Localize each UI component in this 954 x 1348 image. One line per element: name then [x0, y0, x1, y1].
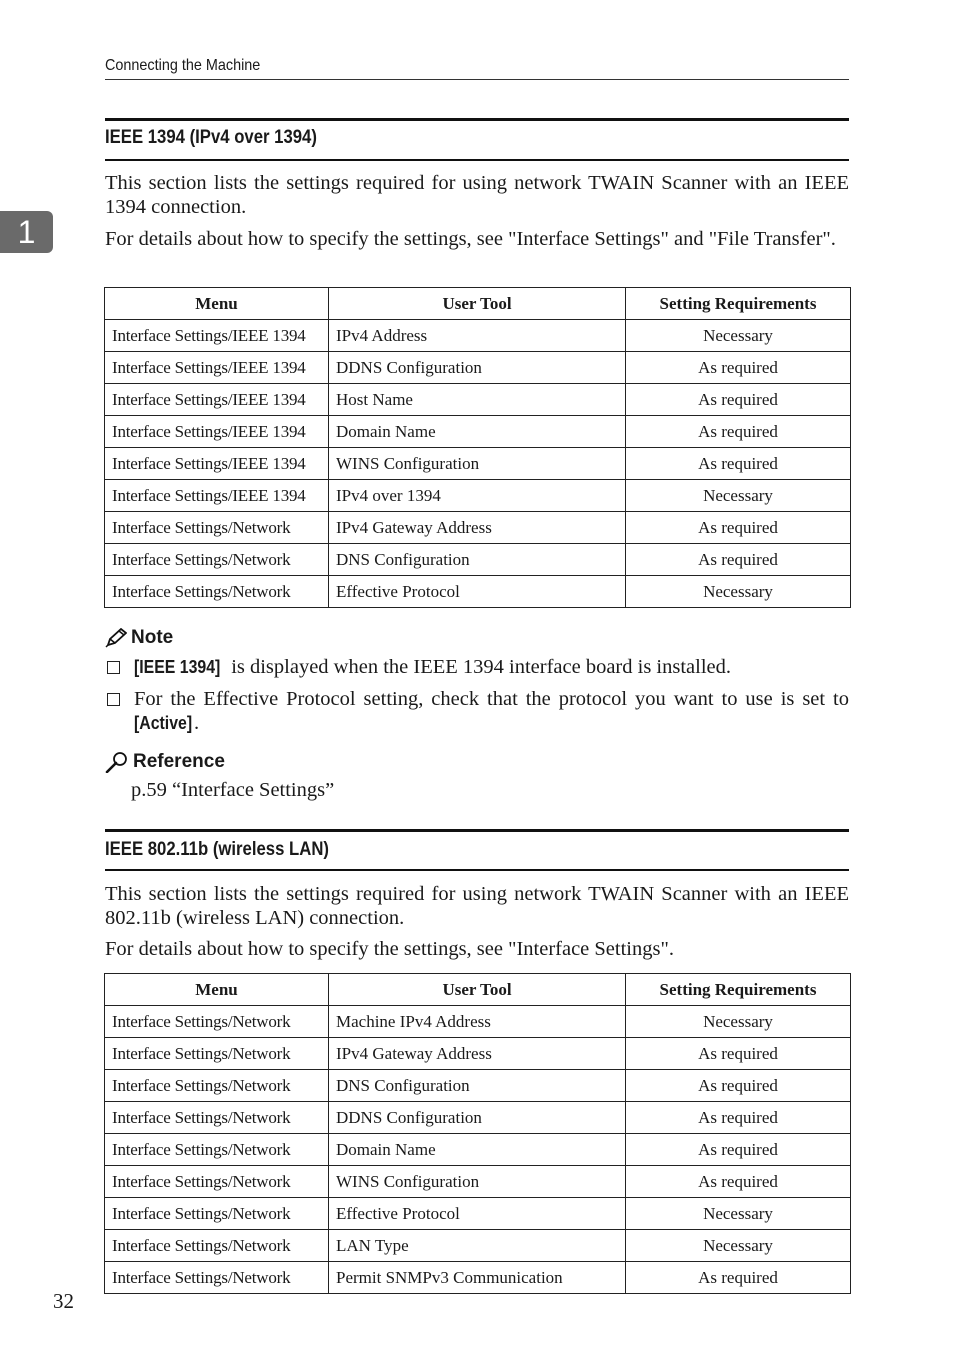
section2-paragraph-1: This section lists the settings required for using network TWAIN Scanner with an IEEE 802.11b (wireless LAN) connection. — [105, 883, 849, 929]
checkbox-bullet-icon — [107, 661, 120, 674]
cell-setting-requirement: As required — [626, 544, 851, 576]
note-item-2 — [105, 687, 849, 735]
cell-setting-requirement: As required — [626, 384, 851, 416]
cell-menu: Interface Settings/Network — [105, 1166, 329, 1198]
cell-menu: Interface Settings/IEEE 1394 — [105, 384, 329, 416]
cell-menu: Interface Settings/Network — [105, 1006, 329, 1038]
note-heading — [105, 627, 173, 649]
cell-menu: Interface Settings/Network — [105, 1102, 329, 1134]
table-row — [105, 1166, 851, 1198]
cell-user-tool: Effective Protocol — [329, 576, 626, 608]
header-rule — [105, 79, 849, 80]
page-number: 32 — [53, 1289, 74, 1313]
section1-paragraph-1: This section lists the settings required for using network TWAIN Scanner with an IEEE 1394 connection. — [105, 172, 849, 218]
table-row — [105, 320, 851, 352]
column-header-setting-requirements: Setting Requirements — [626, 974, 851, 1006]
note-item-1 — [105, 655, 849, 679]
cell-menu: Interface Settings/Network — [105, 544, 329, 576]
cell-menu: Interface Settings/IEEE 1394 — [105, 480, 329, 512]
key-active: [Active] — [134, 713, 193, 733]
cell-setting-requirement: As required — [626, 1166, 851, 1198]
cell-setting-requirement: Necessary — [626, 1006, 851, 1038]
running-header: Connecting the Machine — [105, 57, 261, 74]
cell-user-tool: Permit SNMPv3 Communication — [329, 1262, 626, 1294]
cell-user-tool: Host Name — [329, 384, 626, 416]
cell-menu: Interface Settings/Network — [105, 1038, 329, 1070]
cell-user-tool: DNS Configuration — [329, 544, 626, 576]
table-row — [105, 480, 851, 512]
table-row — [105, 416, 851, 448]
table-row — [105, 1198, 851, 1230]
table-row — [105, 1070, 851, 1102]
cell-menu: Interface Settings/Network — [105, 1070, 329, 1102]
table-row — [105, 576, 851, 608]
cell-user-tool: DNS Configuration — [329, 1070, 626, 1102]
column-header-menu: Menu — [105, 974, 329, 1006]
cell-menu: Interface Settings/IEEE 1394 — [105, 416, 329, 448]
cell-user-tool: DDNS Configuration — [329, 352, 626, 384]
column-header-user-tool: User Tool — [329, 974, 626, 1006]
section1-bottom-rule — [105, 159, 849, 161]
cell-user-tool: WINS Configuration — [329, 1166, 626, 1198]
pencil-icon — [105, 628, 127, 648]
section1-title: IEEE 1394 (IPv4 over 1394) — [105, 127, 317, 148]
reference-link[interactable]: p.59 “Interface Settings” — [131, 779, 335, 801]
cell-menu: Interface Settings/Network — [105, 1134, 329, 1166]
cell-setting-requirement: As required — [626, 352, 851, 384]
note-item-2-end: . — [194, 712, 200, 734]
magnifier-icon — [105, 751, 129, 773]
section1-top-rule — [105, 118, 849, 121]
cell-user-tool: IPv4 Address — [329, 320, 626, 352]
cell-user-tool: WINS Configuration — [329, 448, 626, 480]
table-header-row — [105, 974, 851, 1006]
cell-user-tool: Domain Name — [329, 1134, 626, 1166]
cell-setting-requirement: As required — [626, 1070, 851, 1102]
section2-bottom-rule — [105, 869, 849, 871]
cell-setting-requirement: Necessary — [626, 1230, 851, 1262]
cell-setting-requirement: Necessary — [626, 576, 851, 608]
section1-settings-table — [104, 287, 851, 608]
table-row — [105, 448, 851, 480]
cell-setting-requirement: Necessary — [626, 1198, 851, 1230]
cell-user-tool: DDNS Configuration — [329, 1102, 626, 1134]
table-row — [105, 544, 851, 576]
cell-setting-requirement: As required — [626, 448, 851, 480]
section2-paragraph-2: For details about how to specify the settings, see "Interface Settings". — [105, 938, 674, 960]
reference-heading — [105, 751, 225, 773]
cell-user-tool: IPv4 over 1394 — [329, 480, 626, 512]
cell-menu: Interface Settings/Network — [105, 1198, 329, 1230]
cell-menu: Interface Settings/IEEE 1394 — [105, 352, 329, 384]
cell-user-tool: Effective Protocol — [329, 1198, 626, 1230]
cell-menu: Interface Settings/IEEE 1394 — [105, 448, 329, 480]
cell-user-tool: Machine IPv4 Address — [329, 1006, 626, 1038]
cell-setting-requirement: As required — [626, 512, 851, 544]
table-row — [105, 1102, 851, 1134]
cell-menu: Interface Settings/Network — [105, 1262, 329, 1294]
cell-setting-requirement: As required — [626, 1262, 851, 1294]
section2-top-rule — [105, 829, 849, 832]
section1-paragraph-2: For details about how to specify the settings, see "Interface Settings" and "File Transfer". — [105, 228, 836, 250]
cell-setting-requirement: Necessary — [626, 480, 851, 512]
column-header-menu: Menu — [105, 288, 329, 320]
table-row — [105, 1230, 851, 1262]
cell-setting-requirement: As required — [626, 1038, 851, 1070]
cell-menu: Interface Settings/IEEE 1394 — [105, 320, 329, 352]
note-item-1-text: is displayed when the IEEE 1394 interface board is installed. — [226, 656, 732, 678]
table-row — [105, 352, 851, 384]
table-row — [105, 1006, 851, 1038]
table-row — [105, 512, 851, 544]
cell-setting-requirement: As required — [626, 1102, 851, 1134]
section2-title: IEEE 802.11b (wireless LAN) — [105, 839, 329, 860]
cell-menu: Interface Settings/Network — [105, 512, 329, 544]
chapter-tab: 1 — [0, 211, 53, 253]
cell-menu: Interface Settings/Network — [105, 1230, 329, 1262]
table-row — [105, 384, 851, 416]
table-row — [105, 1134, 851, 1166]
key-ieee1394: [IEEE 1394] — [134, 657, 221, 677]
table-row — [105, 1262, 851, 1294]
note-title: Note — [131, 627, 174, 648]
column-header-user-tool: User Tool — [329, 288, 626, 320]
table-header-row — [105, 288, 851, 320]
table-row — [105, 1038, 851, 1070]
note-item-2-text: For the Effective Protocol setting, check that the protocol you want to use is set to — [134, 688, 849, 710]
cell-menu: Interface Settings/Network — [105, 576, 329, 608]
reference-title: Reference — [133, 751, 225, 772]
cell-user-tool: IPv4 Gateway Address — [329, 1038, 626, 1070]
cell-user-tool: Domain Name — [329, 416, 626, 448]
cell-user-tool: IPv4 Gateway Address — [329, 512, 626, 544]
cell-setting-requirement: As required — [626, 1134, 851, 1166]
cell-user-tool: LAN Type — [329, 1230, 626, 1262]
column-header-setting-requirements: Setting Requirements — [626, 288, 851, 320]
checkbox-bullet-icon — [107, 693, 120, 706]
section2-settings-table — [104, 973, 851, 1294]
cell-setting-requirement: Necessary — [626, 320, 851, 352]
cell-setting-requirement: As required — [626, 416, 851, 448]
